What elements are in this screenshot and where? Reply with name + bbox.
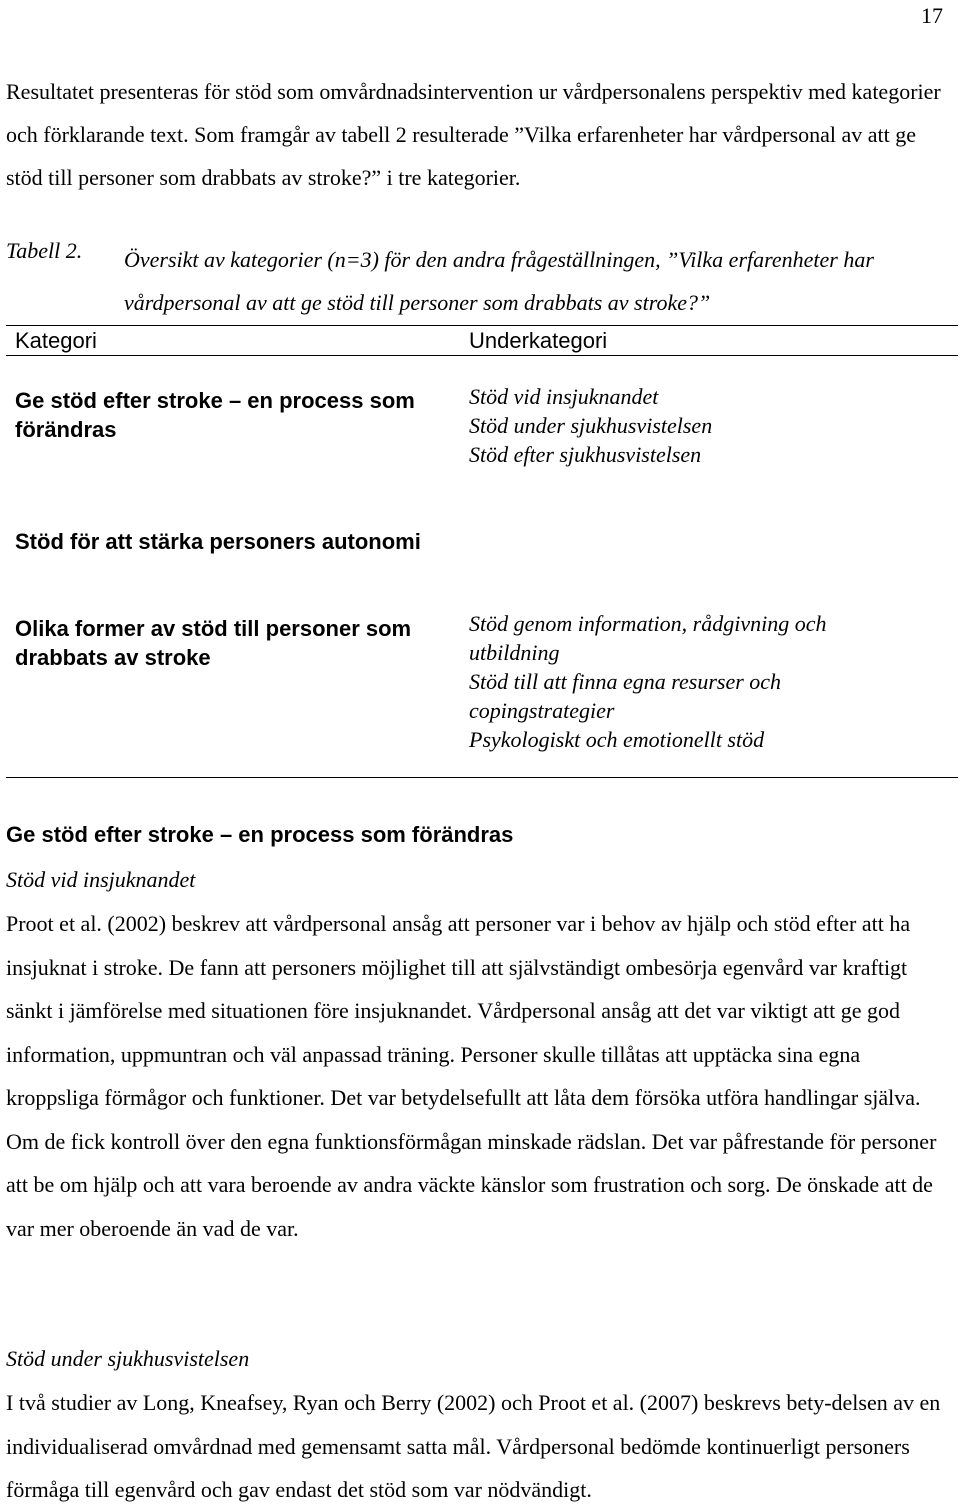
table-row-subcategories bbox=[469, 609, 826, 754]
subsection-heading: Stöd under sjukhusvistelsen bbox=[6, 1346, 250, 1371]
table-header-subcategory: Underkategori bbox=[469, 328, 608, 353]
subsection-heading: Stöd vid insjuknandet bbox=[6, 867, 196, 892]
body-paragraph: I två studier av Long, Kneafsey, Ryan och Berry (2002) och Proot et al. (2007) beskrevs bety-delsen av en individualiserad omvårdnad med gemensamt satta mål. Vårdpersonal bedömde kontinuerligt personers förmåga till egenvård och gav endast det stöd som var nödvändigt. bbox=[6, 1390, 941, 1502]
subcategory-item: Stöd vid insjuknandet bbox=[469, 384, 659, 409]
table-bottom-rule bbox=[6, 777, 958, 778]
table-row-subcategories bbox=[469, 382, 712, 469]
table-header-rule bbox=[6, 355, 958, 356]
table-caption-label: Tabell 2. bbox=[6, 238, 83, 263]
intro-paragraph: Resultatet presenteras för stöd som omvårdnadsintervention ur vårdpersonalens perspektiv med kategorier och förklarande text. Som framgår av tabell 2 resulterade ”Vilka erfarenheter har vårdpersonal av att ge stöd till personer som drabbats av stroke?” i tre kategorier. bbox=[6, 79, 941, 190]
section-heading: Ge stöd efter stroke – en process som förändras bbox=[6, 822, 514, 847]
subcategory-item: copingstrategier bbox=[469, 698, 615, 723]
subcategory-item: Stöd under sjukhusvistelsen bbox=[469, 413, 713, 438]
subcategory-item: Stöd till att finna egna resurser och bbox=[469, 669, 782, 694]
table-top-rule bbox=[6, 325, 958, 326]
table-row-category: Stöd för att stärka personers autonomi bbox=[15, 529, 421, 554]
table-row-category: Ge stöd efter stroke – en process som förändras bbox=[15, 388, 415, 442]
body-paragraph: Proot et al. (2002) beskrev att vårdpersonal ansåg att personer var i behov av hjälp och stöd efter att ha insjuknat i stroke. De fann att personers möjlighet till att självständigt ombesörja egenvård var kraftigt sänkt i jämförelse med situationen före insjuknandet. Vårdpersonal ansåg att det var viktigt att ge god information, uppmuntran och väl anpassad träning. Personer skulle tillåtas att upptäcka sina egna kroppsliga förmågor och funktioner. Det var betydelsefullt att låta dem försöka utföra handlingar själva. Om de fick kontroll över den egna funktionsförmågan minskade rädslan. Det var påfrestande för personer att be om hjälp och att vara beroende av andra väckte känslor som frustration och sorg. De önskade att de var mer oberoende än vad de var. bbox=[6, 911, 937, 1241]
table-row-category: Olika former av stöd till personer som drabbats av stroke bbox=[15, 616, 412, 670]
subcategory-item: utbildning bbox=[469, 640, 560, 665]
table-header-category: Kategori bbox=[15, 328, 97, 353]
subcategory-item: Stöd efter sjukhusvistelsen bbox=[469, 442, 702, 467]
subcategory-item: Psykologiskt och emotionellt stöd bbox=[469, 727, 765, 752]
table-caption-text: Översikt av kategorier (n=3) för den andra frågeställningen, ”Vilka erfarenheter har vårdpersonal av att ge stöd till personer som drabbats av stroke?” bbox=[124, 247, 874, 315]
page-number: 17 bbox=[921, 3, 943, 28]
subcategory-item: Stöd genom information, rådgivning och bbox=[469, 611, 827, 636]
